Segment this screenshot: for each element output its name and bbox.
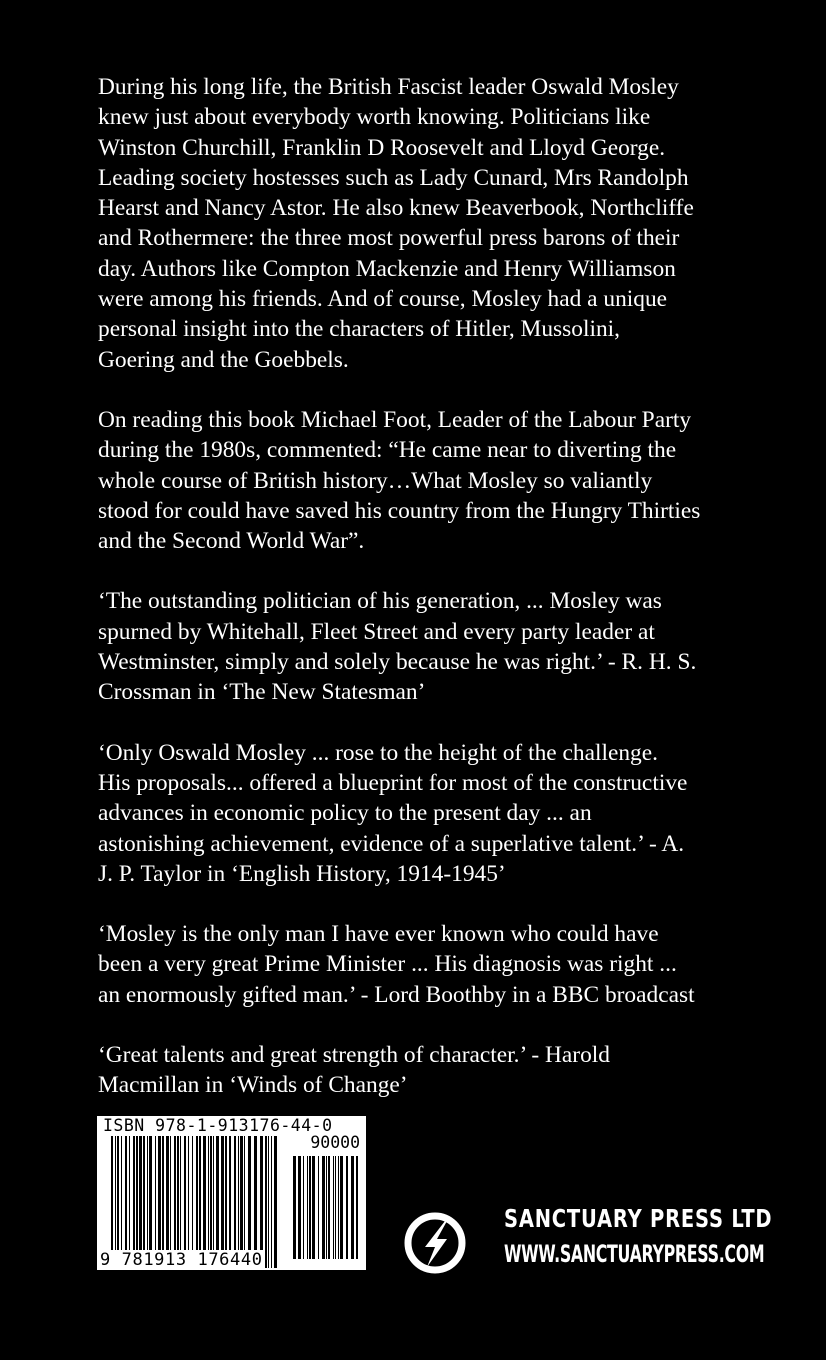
barcode-bar	[192, 1136, 193, 1268]
barcode-bar	[303, 1156, 304, 1259]
text-line: Crossman in ‘The New Statesman’	[98, 679, 426, 706]
isbn-label: ISBN 978-1-913176-44-0	[103, 1116, 333, 1135]
barcode-bar	[170, 1136, 171, 1268]
barcode-bar	[184, 1136, 186, 1268]
paragraph	[98, 405, 798, 556]
barcode-bar	[338, 1156, 339, 1259]
publisher-url: WWW.SANCTUARYPRESS.COM	[504, 1240, 765, 1268]
text-line: were among his friends. And of course, Mosley had a unique	[98, 286, 668, 313]
text-line: Winston Churchill, Franklin D Roosevelt and Lloyd George.	[98, 134, 666, 161]
barcode-bar	[333, 1156, 334, 1259]
text-line: during the 1980s, commented: “He came near to diverting the	[98, 437, 677, 464]
barcode-bar	[117, 1136, 119, 1268]
paragraph	[98, 738, 798, 889]
barcode-bar	[129, 1136, 130, 1268]
barcode-bar	[328, 1156, 330, 1259]
barcode-bar	[351, 1156, 354, 1259]
barcode-bar	[254, 1136, 257, 1268]
barcode-bar	[210, 1136, 212, 1268]
text-line: and the Second World War”.	[98, 528, 365, 555]
barcode-bar	[121, 1136, 122, 1268]
barcode-bar	[265, 1136, 267, 1268]
text-line: ‘Great talents and great strength of character.’ - Harold	[98, 1042, 610, 1069]
barcode-bar	[136, 1136, 138, 1268]
barcode-bar	[166, 1136, 169, 1268]
barcode-bar	[268, 1136, 269, 1268]
barcode-bar	[203, 1136, 206, 1268]
text-line: ‘Mosley is the only man I have ever known who could have	[98, 921, 659, 948]
barcode-bar	[244, 1136, 245, 1268]
barcode-bar	[240, 1136, 243, 1268]
text-line: personal insight into the characters of Hitler, Mussolini,	[98, 316, 620, 343]
barcode-bar	[260, 1136, 263, 1268]
back-cover-text	[98, 72, 798, 1131]
barcode-bar	[125, 1136, 127, 1268]
text-line: J. P. Taylor in ‘English History, 1914-1945’	[98, 860, 506, 887]
text-line: ‘The outstanding politician of his generation, ... Mosley was	[98, 588, 662, 615]
paragraph	[98, 586, 798, 707]
isbn-barcode	[97, 1116, 366, 1270]
text-line: knew just about everybody worth knowing. Politicians like	[98, 104, 651, 131]
barcode-bar	[225, 1136, 227, 1268]
barcode-bar	[307, 1156, 308, 1259]
barcode-bar	[149, 1136, 152, 1268]
text-line: an enormously gifted man.’ - Lord Boothby in a BBC broadcast	[98, 981, 695, 1008]
barcode-bar	[346, 1156, 348, 1259]
barcode-bar	[274, 1136, 277, 1268]
text-line: His proposals... offered a blueprint for most of the constructive	[98, 769, 688, 796]
barcode-bar	[248, 1136, 251, 1268]
paragraph	[98, 1040, 798, 1101]
text-line: advances in economic policy to the present day ... an	[98, 800, 592, 827]
text-line: spurned by Whitehall, Fleet Street and every party leader at	[98, 618, 655, 645]
barcode-bar	[318, 1156, 319, 1259]
text-line: Macmillan in ‘Winds of Change’	[98, 1072, 408, 1099]
barcode-bar	[155, 1136, 156, 1268]
barcode-bar	[298, 1156, 301, 1259]
text-line: Goering and the Goebbels.	[98, 346, 349, 373]
text-line: and Rothermere: the three most powerful press barons of their	[98, 225, 680, 252]
barcode-bar	[309, 1156, 311, 1259]
text-line: ‘Only Oswald Mosley ... rose to the height of the challenge.	[98, 739, 658, 766]
barcode-bar	[238, 1136, 239, 1268]
barcode-bar	[143, 1136, 145, 1268]
barcode-bar	[180, 1136, 181, 1268]
barcode-bar	[139, 1136, 142, 1268]
text-line: Hearst and Nancy Astor. He also knew Beaverbook, Northcliffe	[98, 195, 694, 222]
barcode-bar	[133, 1136, 135, 1268]
text-line: Leading society hostesses such as Lady Cunard, Mrs Randolph	[98, 164, 689, 191]
barcode-bar	[340, 1156, 343, 1259]
barcode-bar	[216, 1136, 219, 1268]
barcode-bar	[199, 1136, 201, 1268]
barcode-bar	[177, 1136, 179, 1268]
barcode-bar	[234, 1136, 236, 1268]
barcode-bar	[356, 1156, 358, 1259]
text-line: Westminster, simply and solely because he was right.’ - R. H. S.	[98, 649, 697, 676]
barcode-bar	[111, 1136, 113, 1268]
barcode-bar	[335, 1156, 336, 1259]
text-line: astonishing achievement, evidence of a superlative talent.’ - A.	[98, 830, 685, 857]
text-line: On reading this book Michael Foot, Leader of the Labour Party	[98, 406, 692, 433]
barcode-bar	[271, 1136, 272, 1268]
barcode-bar	[174, 1136, 176, 1268]
barcode-bar	[213, 1136, 214, 1268]
text-line: whole course of British history…What Mosley so valiantly	[98, 467, 653, 494]
lightning-circle-icon	[403, 1211, 467, 1275]
barcode-bar	[158, 1136, 161, 1268]
publisher-name: SANCTUARY PRESS LTD	[504, 1204, 773, 1233]
barcode-bar	[312, 1156, 315, 1259]
barcode-bar	[188, 1136, 189, 1268]
text-line: been a very great Prime Minister ... His diagnosis was right ...	[98, 951, 677, 978]
barcode-bar	[221, 1136, 224, 1268]
barcode-bar	[229, 1136, 231, 1268]
text-line: During his long life, the British Fascist leader Oswald Mosley	[98, 74, 679, 100]
text-line: stood for could have saved his country from the Hungry Thirties	[98, 497, 701, 524]
barcode-bar	[293, 1156, 296, 1259]
paragraph	[98, 72, 798, 375]
barcode-bar	[196, 1136, 198, 1268]
barcode-bar	[115, 1136, 116, 1268]
barcode-bar	[162, 1136, 164, 1268]
barcode-bar	[208, 1136, 209, 1268]
barcode-bar	[326, 1156, 327, 1259]
text-line: day. Authors like Compton Mackenzie and Henry Williamson	[98, 255, 676, 282]
paragraph	[98, 919, 798, 1010]
price-addon: 90000	[310, 1133, 360, 1152]
barcode-digits: 9 781913 176440	[100, 1250, 263, 1270]
barcode-bar	[322, 1156, 325, 1259]
barcode-bar	[147, 1136, 148, 1268]
